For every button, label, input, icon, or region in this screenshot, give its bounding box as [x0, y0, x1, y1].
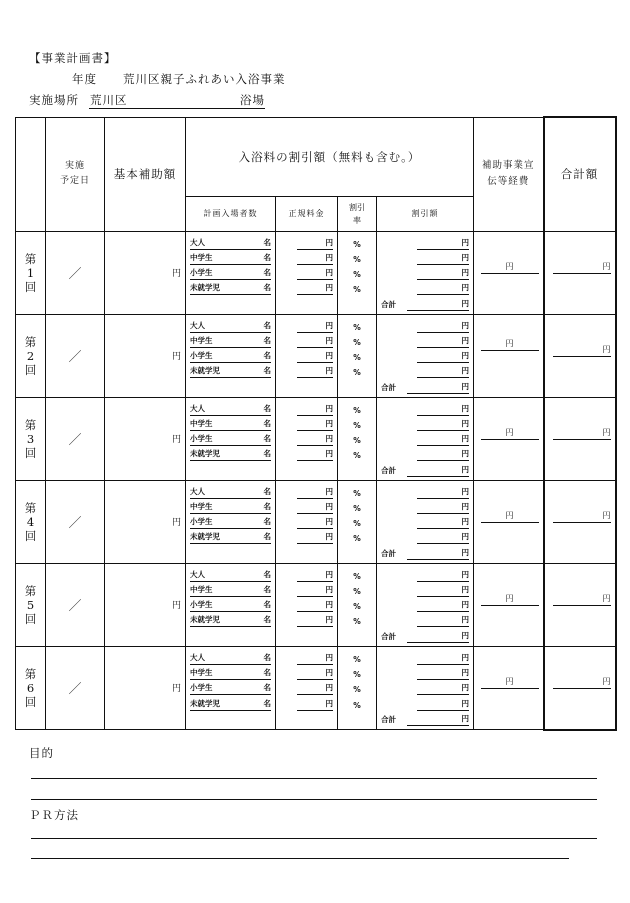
attendee-row[interactable]: 中学生 名 — [190, 416, 271, 431]
discount-row[interactable]: 円 — [381, 431, 469, 446]
rate-row[interactable]: % — [353, 586, 361, 596]
attendee-row[interactable]: 大人 名 — [190, 567, 271, 582]
discount-total-row[interactable]: 合計 円 — [381, 464, 469, 475]
total-amount-field[interactable]: 円 — [544, 646, 616, 730]
pr-line-2[interactable] — [31, 858, 569, 859]
rate-cell — [338, 480, 377, 563]
discount-row[interactable]: 円 — [381, 348, 469, 363]
round-label: 第 6 回 — [16, 646, 46, 730]
header-pr-cost: 補助事業宣 伝等経費 — [474, 117, 544, 231]
plan-table — [15, 116, 617, 731]
discount-cell — [377, 314, 474, 397]
location-bath-label: 浴場 — [240, 93, 265, 107]
attendee-row[interactable]: 中学生 名 — [190, 582, 271, 597]
base-subsidy-field[interactable]: 円 — [105, 397, 186, 480]
price-row[interactable]: 円 — [280, 250, 333, 265]
discount-row[interactable]: 円 — [381, 665, 469, 680]
rate-row[interactable]: % — [353, 420, 361, 430]
attendee-row[interactable]: 小学生 名 — [190, 597, 271, 612]
rate-cell — [338, 397, 377, 480]
discount-row[interactable]: 円 — [381, 416, 469, 431]
rate-row[interactable]: % — [353, 617, 361, 627]
attendee-row[interactable]: 大人 名 — [190, 650, 271, 665]
rate-row[interactable]: % — [353, 285, 361, 295]
price-row[interactable]: 円 — [280, 680, 333, 695]
price-row[interactable]: 円 — [280, 650, 333, 665]
price-row[interactable]: 円 — [280, 318, 333, 333]
rate-cell — [338, 563, 377, 646]
round-row — [16, 563, 616, 646]
rate-row[interactable]: % — [353, 700, 361, 710]
rate-row[interactable]: % — [353, 519, 361, 529]
pr-cost-field[interactable]: 円 — [474, 231, 544, 314]
rate-row[interactable]: % — [353, 436, 361, 446]
date-field[interactable]: ／ — [46, 480, 105, 563]
total-amount-field[interactable]: 円 — [544, 314, 616, 397]
rate-cell — [338, 646, 377, 730]
round-label: 第 5 回 — [16, 563, 46, 646]
year-project-line — [72, 71, 286, 87]
price-row[interactable]: 円 — [280, 401, 333, 416]
attendees-cell — [186, 314, 276, 397]
price-row[interactable]: 円 — [280, 235, 333, 250]
rate-row[interactable]: % — [353, 685, 361, 695]
pr-cost-field[interactable]: 円 — [474, 397, 544, 480]
round-label: 第 2 回 — [16, 314, 46, 397]
discount-row[interactable]: 円 — [381, 582, 469, 597]
discount-cell — [377, 563, 474, 646]
attendee-row[interactable]: 未就学児 名 — [190, 612, 271, 627]
total-amount-field[interactable]: 円 — [544, 397, 616, 480]
rate-row[interactable]: % — [353, 534, 361, 544]
location-label: 実施場所 — [29, 93, 79, 107]
discount-cell — [377, 646, 474, 730]
price-cell — [276, 231, 338, 314]
discount-row[interactable]: 円 — [381, 695, 469, 710]
rate-cell — [338, 314, 377, 397]
attendee-row[interactable]: 中学生 名 — [190, 499, 271, 514]
discount-row[interactable]: 円 — [381, 484, 469, 499]
price-cell — [276, 646, 338, 730]
price-row[interactable]: 円 — [280, 431, 333, 446]
price-row[interactable]: 円 — [280, 665, 333, 680]
discount-row[interactable]: 円 — [381, 567, 469, 582]
header-date: 実施 予定日 — [46, 117, 105, 231]
price-row[interactable]: 円 — [280, 280, 333, 295]
attendees-cell — [186, 397, 276, 480]
discount-row[interactable]: 円 — [381, 650, 469, 665]
attendee-row[interactable]: 大人 名 — [190, 401, 271, 416]
attendee-row[interactable]: 未就学児 名 — [190, 695, 271, 710]
discount-total-row[interactable]: 合計 円 — [381, 630, 469, 641]
attendee-row[interactable]: 大人 名 — [190, 235, 271, 250]
rate-row[interactable]: % — [353, 451, 361, 461]
round-label: 第 3 回 — [16, 397, 46, 480]
round-row — [16, 231, 616, 314]
price-row[interactable]: 円 — [280, 695, 333, 710]
round-row — [16, 480, 616, 563]
attendee-row[interactable]: 中学生 名 — [190, 333, 271, 348]
discount-row[interactable]: 円 — [381, 499, 469, 514]
attendee-row[interactable]: 小学生 名 — [190, 680, 271, 695]
project-name: 荒川区親子ふれあい入浴事業 — [123, 72, 286, 86]
round-label: 第 4 回 — [16, 480, 46, 563]
price-row[interactable]: 円 — [280, 333, 333, 348]
subheader-price: 正規料金 — [276, 196, 338, 231]
rate-row[interactable]: % — [353, 322, 361, 332]
rate-cell — [338, 231, 377, 314]
price-row[interactable]: 円 — [280, 416, 333, 431]
location-line — [29, 92, 265, 109]
subheader-discount: 割引額 — [377, 196, 474, 231]
attendee-row[interactable]: 小学生 名 — [190, 431, 271, 446]
base-subsidy-field[interactable]: 円 — [105, 563, 186, 646]
rate-row[interactable]: % — [353, 368, 361, 378]
attendee-row[interactable]: 未就学児 名 — [190, 446, 271, 461]
location-ward-field[interactable]: 荒川区 — [89, 92, 240, 109]
total-amount-field[interactable]: 円 — [544, 480, 616, 563]
attendees-cell — [186, 231, 276, 314]
discount-row[interactable]: 円 — [381, 235, 469, 250]
price-row[interactable]: 円 — [280, 499, 333, 514]
discount-row[interactable]: 円 — [381, 333, 469, 348]
discount-row[interactable]: 円 — [381, 680, 469, 695]
discount-row[interactable]: 円 — [381, 529, 469, 544]
price-row[interactable]: 円 — [280, 612, 333, 627]
attendee-row[interactable]: 中学生 名 — [190, 665, 271, 680]
discount-cell — [377, 397, 474, 480]
discount-total-row[interactable]: 合計 円 — [381, 298, 469, 309]
rate-row[interactable]: % — [353, 654, 361, 664]
price-row[interactable]: 円 — [280, 363, 333, 378]
discount-row[interactable]: 円 — [381, 514, 469, 529]
discount-row[interactable]: 円 — [381, 401, 469, 416]
round-row — [16, 646, 616, 730]
price-row[interactable]: 円 — [280, 484, 333, 499]
rate-row[interactable]: % — [353, 353, 361, 363]
date-field[interactable]: ／ — [46, 397, 105, 480]
pr-method-label: ＰＲ方法 — [29, 808, 79, 822]
rate-row[interactable]: % — [353, 337, 361, 347]
price-row[interactable]: 円 — [280, 348, 333, 363]
pr-cost-field[interactable]: 円 — [474, 646, 544, 730]
price-row[interactable]: 円 — [280, 265, 333, 280]
round-row — [16, 397, 616, 480]
subheader-attendees: 計画入場者数 — [186, 196, 276, 231]
discount-row[interactable]: 円 — [381, 612, 469, 627]
pr-line-1[interactable] — [31, 838, 597, 839]
date-field[interactable]: ／ — [46, 563, 105, 646]
attendee-row[interactable]: 小学生 名 — [190, 348, 271, 363]
rate-row[interactable]: % — [353, 270, 361, 280]
attendee-row[interactable]: 大人 名 — [190, 318, 271, 333]
round-label: 第 1 回 — [16, 231, 46, 314]
subheader-rate: 割引 率 — [338, 196, 377, 231]
date-field[interactable]: ／ — [46, 314, 105, 397]
pr-cost-field[interactable]: 円 — [474, 314, 544, 397]
rate-row[interactable]: % — [353, 571, 361, 581]
discount-row[interactable]: 円 — [381, 363, 469, 378]
header-blank — [16, 117, 46, 231]
price-row[interactable]: 円 — [280, 514, 333, 529]
attendee-row[interactable]: 小学生 名 — [190, 265, 271, 280]
header-discount: 入浴料の割引額（無料も含む。） — [186, 117, 474, 196]
pr-cost-field[interactable]: 円 — [474, 563, 544, 646]
discount-row[interactable]: 円 — [381, 318, 469, 333]
price-row[interactable]: 円 — [280, 567, 333, 582]
rate-row[interactable]: % — [353, 254, 361, 264]
base-subsidy-field[interactable]: 円 — [105, 314, 186, 397]
price-row[interactable]: 円 — [280, 529, 333, 544]
discount-row[interactable]: 円 — [381, 597, 469, 612]
header-total: 合計額 — [544, 117, 616, 231]
year-label: 年度 — [72, 72, 97, 86]
price-row[interactable]: 円 — [280, 446, 333, 461]
price-row[interactable]: 円 — [280, 597, 333, 612]
rate-row[interactable]: % — [353, 503, 361, 513]
rate-row[interactable]: % — [353, 239, 361, 249]
attendee-row[interactable]: 中学生 名 — [190, 250, 271, 265]
attendee-row[interactable]: 未就学児 名 — [190, 280, 271, 295]
price-row[interactable]: 円 — [280, 582, 333, 597]
discount-cell — [377, 231, 474, 314]
document-title: 【事業計画書】 — [29, 51, 117, 65]
discount-cell — [377, 480, 474, 563]
purpose-line-2[interactable] — [31, 799, 597, 800]
date-field[interactable]: ／ — [46, 646, 105, 730]
rate-row[interactable]: % — [353, 488, 361, 498]
attendee-row[interactable]: 小学生 名 — [190, 514, 271, 529]
discount-row[interactable]: 円 — [381, 446, 469, 461]
base-subsidy-field[interactable]: 円 — [105, 646, 186, 730]
attendee-row[interactable]: 未就学児 名 — [190, 529, 271, 544]
attendees-cell — [186, 563, 276, 646]
date-field[interactable]: ／ — [46, 231, 105, 314]
discount-row[interactable]: 円 — [381, 280, 469, 295]
price-cell — [276, 314, 338, 397]
rate-row[interactable]: % — [353, 670, 361, 680]
base-subsidy-field[interactable]: 円 — [105, 231, 186, 314]
price-cell — [276, 563, 338, 646]
header-base-subsidy: 基本補助額 — [105, 117, 186, 231]
discount-total-row[interactable]: 合計 円 — [381, 547, 469, 558]
purpose-line-1[interactable] — [31, 778, 597, 779]
discount-total-row[interactable]: 合計 円 — [381, 713, 469, 724]
discount-total-row[interactable]: 合計 円 — [381, 381, 469, 392]
purpose-label: 目的 — [29, 746, 54, 760]
round-row — [16, 314, 616, 397]
discount-row[interactable]: 円 — [381, 250, 469, 265]
discount-row[interactable]: 円 — [381, 265, 469, 280]
price-cell — [276, 480, 338, 563]
rate-row[interactable]: % — [353, 405, 361, 415]
total-amount-field[interactable]: 円 — [544, 231, 616, 314]
pr-cost-field[interactable]: 円 — [474, 480, 544, 563]
rate-row[interactable]: % — [353, 602, 361, 612]
attendees-cell — [186, 480, 276, 563]
attendee-row[interactable]: 大人 名 — [190, 484, 271, 499]
total-amount-field[interactable]: 円 — [544, 563, 616, 646]
base-subsidy-field[interactable]: 円 — [105, 480, 186, 563]
attendee-row[interactable]: 未就学児 名 — [190, 363, 271, 378]
price-cell — [276, 397, 338, 480]
attendees-cell — [186, 646, 276, 730]
